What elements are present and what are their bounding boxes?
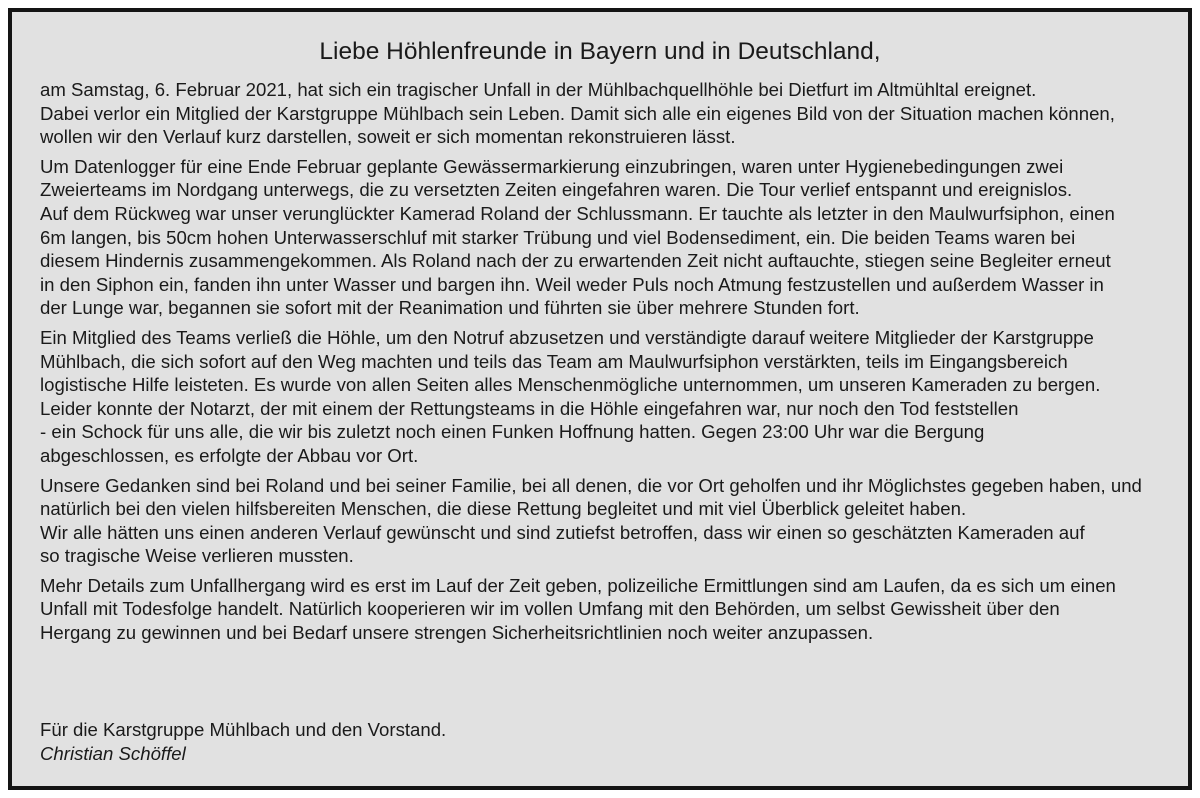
paragraph-2: [40, 155, 1180, 320]
text-line: Dabei verlor ein Mitglied der Karstgruppe Mühlbach sein Leben. Damit sich alle ein eigenes Bild von der Situation machen können,: [40, 102, 1115, 124]
signature-block: [40, 718, 446, 765]
text-line: Mühlbach, die sich sofort auf den Weg machten und teils das Team am Maulwurfsiphon verstärkten, teils im Eingangsbereich: [40, 350, 1068, 372]
condolence-notice: [8, 8, 1192, 790]
text-line: wollen wir den Verlauf kurz darstellen, soweit er sich momentan rekonstruieren lässt.: [40, 126, 736, 148]
text-line: logistische Hilfe leisteten. Es wurde von allen Seiten alles Menschenmögliche unternommen, um unseren Kameraden zu bergen.: [40, 374, 1101, 396]
notice-title: Liebe Höhlenfreunde in Bayern und in Deutschland,: [319, 38, 881, 65]
text-line: Leider konnte der Notarzt, der mit einem der Rettungsteams in die Höhle eingefahren war, nur noch den Tod feststellen: [40, 397, 1019, 419]
text-line: - ein Schock für uns alle, die wir bis zuletzt noch einen Funken Hoffnung hatten. Gegen 23:00 Uhr war die Bergung: [40, 421, 985, 443]
paragraph-1: [40, 78, 1180, 149]
text-line: Um Datenlogger für eine Ende Februar geplante Gewässermarkierung einzubringen, waren unter Hygienebedingungen zwei: [40, 155, 1064, 177]
text-line: Auf dem Rückweg war unser verunglückter Kamerad Roland der Schlussmann. Er tauchte als letzter in den Maulwurfsiphon, einen: [40, 202, 1115, 224]
text-line: Hergang zu gewinnen und bei Bedarf unsere strengen Sicherheitsrichtlinien noch weiter anzupassen.: [40, 622, 874, 644]
text-line: Mehr Details zum Unfallhergang wird es erst im Lauf der Zeit geben, polizeiliche Ermittlungen sind am Laufen, da es sich um einen: [40, 574, 1116, 596]
text-line: Wir alle hätten uns einen anderen Verlauf gewünscht und sind zutiefst betroffen, dass wir einen so geschätzten Kameraden auf: [40, 521, 1085, 543]
text-line: Zweierteams im Nordgang unterwegs, die zu versetzten Zeiten eingefahren waren. Die Tour verlief entspannt und ereignislos.: [40, 179, 1073, 201]
text-line: der Lunge war, begannen sie sofort mit der Reanimation und führten sie über mehrere Stunden fort.: [40, 297, 860, 319]
text-line: am Samstag, 6. Februar 2021, hat sich ein tragischer Unfall in der Mühlbachquellhöhle bei Dietfurt im Altmühltal ereignet.: [40, 79, 1037, 100]
paragraph-3: [40, 326, 1180, 468]
text-line: diesem Hindernis zusammengekommen. Als Roland nach der zu erwartenden Zeit nicht auftauchte, stiegen seine Begleiter erneut: [40, 250, 1111, 272]
paragraph-5: [40, 574, 1180, 645]
text-line: Unsere Gedanken sind bei Roland und bei seiner Familie, bei all denen, die vor Ort geholfen und ihr Möglichstes gegeben haben, und: [40, 474, 1142, 496]
text-line: natürlich bei den vielen hilfsbereiten Menschen, die diese Rettung begleitet und mit viel Überblick geleitet haben.: [40, 498, 967, 520]
paragraph-4: [40, 474, 1180, 568]
notice-body: [40, 78, 1180, 651]
text-line: 6m langen, bis 50cm hohen Unterwasserschluf mit starker Trübung und viel Bodensediment, ein. Die beiden Teams waren bei: [40, 226, 1076, 248]
text-line: in den Siphon ein, fanden ihn unter Wasser und bargen ihn. Weil weder Puls noch Atmung festzustellen und außerdem Wasser in: [40, 273, 1104, 295]
text-line: abgeschlossen, es erfolgte der Abbau vor Ort.: [40, 444, 419, 466]
closing-line: Für die Karstgruppe Mühlbach und den Vorstand.: [40, 719, 447, 740]
text-line: Unfall mit Todesfolge handelt. Natürlich kooperieren wir im vollen Umfang mit den Behörden, um selbst Gewissheit über den: [40, 598, 1060, 620]
text-line: Ein Mitglied des Teams verließ die Höhle, um den Notruf abzusetzen und verständigte darauf weitere Mitglieder der Karstgruppe: [40, 326, 1094, 348]
signature-name: Christian Schöffel: [40, 742, 186, 764]
text-line: so tragische Weise verlieren mussten.: [40, 545, 354, 567]
